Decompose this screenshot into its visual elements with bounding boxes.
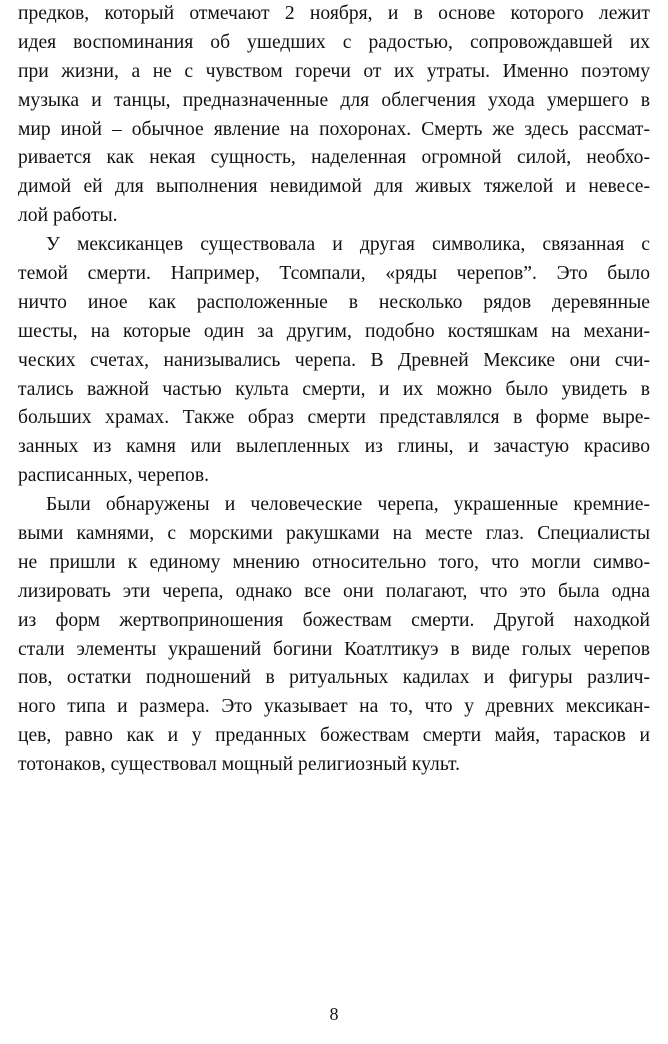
text-line: предков, который отмечают 2 ноября, и в основе которого лежит xyxy=(18,3,650,24)
text-line: димой ей для выполнения невидимой для живых тяжелой и невесе- xyxy=(18,176,650,198)
text-line: стали элементы украшений богини Коатлтикуэ в виде голых черепов xyxy=(18,638,650,660)
text-line: ничто иное как расположенные в несколько рядов деревянные xyxy=(18,291,650,313)
text-line: лизировать эти черепа, однако все они полагают, что это была одна xyxy=(18,580,650,602)
text-line: Были обнаружены и человеческие черепа, украшенные кремние- xyxy=(46,494,650,516)
paragraph-3 xyxy=(18,491,650,780)
text-line: тотонаков, существовал мощный религиозный культ. xyxy=(18,754,461,776)
text-line: не пришли к единому мнению относительно того, что могли симво- xyxy=(18,551,650,573)
text-line: У мексиканцев существовала и другая символика, связанная с xyxy=(46,234,650,256)
text-line: идея воспоминания об ушедших с радостью, сопровождавшей их xyxy=(18,31,650,53)
text-line: тались важной частью культа смерти, и их можно было увидеть в xyxy=(18,378,650,400)
text-line: шесты, на которые один за другим, подобно костяшкам на механи- xyxy=(18,320,650,342)
text-line: цев, равно как и у преданных божествам смерти майя, тарасков и xyxy=(18,725,650,747)
paragraph-1 xyxy=(18,0,650,231)
text-line: при жизни, а не с чувством горечи от их утраты. Именно поэтому xyxy=(18,60,650,82)
text-line: из форм жертвоприношения божествам смерти. Другой находкой xyxy=(18,609,650,631)
text-line: мир иной – обычное явление на похоронах. Смерть же здесь рассмат- xyxy=(18,118,650,140)
text-line: расписанных, черепов. xyxy=(18,465,210,487)
text-line: лой работы. xyxy=(18,205,118,227)
text-line: ческих счетах, нанизывались черепа. В Древней Мексике они счи- xyxy=(18,349,650,371)
text-line: выми камнями, с морскими ракушками на месте глаз. Специалисты xyxy=(18,523,650,545)
text-line: больших храмах. Также образ смерти представлялся в форме выре- xyxy=(18,407,650,429)
text-line: занных из камня или вылепленных из глины, и зачастую красиво xyxy=(18,436,650,458)
page-number: 8 xyxy=(329,1004,339,1024)
text-line: пов, остатки подношений в ритуальных кадилах и фигуры различ- xyxy=(18,667,650,689)
text-line: темой смерти. Например, Тсомпали, «ряды черепов”. Это было xyxy=(18,263,650,285)
page-body xyxy=(18,0,650,780)
paragraph-2 xyxy=(18,231,650,491)
text-line: ного типа и размера. Это указывает на то, что у древних мексикан- xyxy=(18,696,650,718)
text-line: ривается как некая сущность, наделенная огромной силой, необхо- xyxy=(18,147,650,169)
text-line: музыка и танцы, предназначенные для облегчения ухода умершего в xyxy=(18,89,650,111)
